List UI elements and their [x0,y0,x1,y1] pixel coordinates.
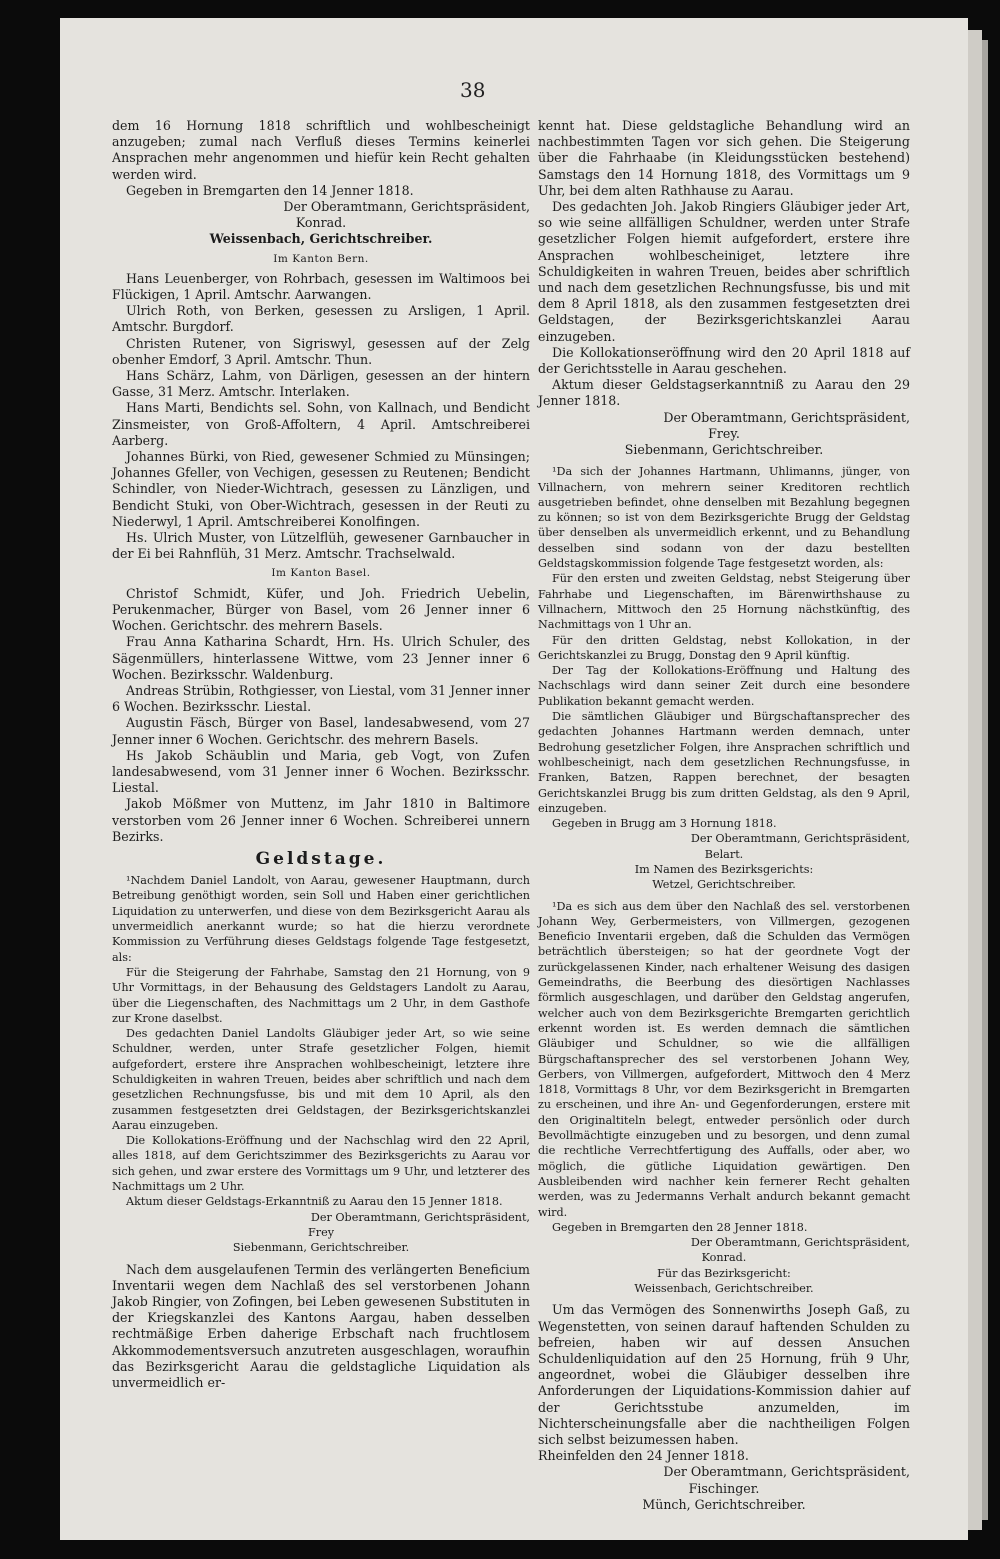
right-column [538,118,910,1513]
heading-kanton-basel: Im Kanton Basel. [271,567,371,580]
notice-paragraph: Für den ersten und zweiten Geldstag, nebst Steigerung über Fahrhabe und Liegenschaften, im Bärenwirthshause zu Villnachern, Mittwoch den 25 Hornung nächstkünftig, des Nachmittags von 1 Uhr an. [538,572,910,632]
notice-paragraph: Des gedachten Daniel Landolts Gläubiger jeder Art, so wie seine Schuldner, werden, unter Strafe gesetzlicher Folgen, hiemit aufgefordert, erstere ihre Ansprachen wohlbescheinigt, letztere ihre Schuldigkeiten in wahren Treuen, beides aber schriftlich und nach dem gesetzlichen Rechnungsfusse, bis und mit dem 10 April, als den zusammen festgesetzten drei Geldstagen, der Bezirksgerichtskanzlei Aarau einzugeben. [112,1027,530,1132]
signature-clerk: Wetzel, Gerichtschreiber. [652,878,796,892]
signature-clerk: Münch, Gerichtschreiber. [642,1496,806,1512]
list-item: Johannes Bürki, von Ried, gewesener Schmied zu Münsingen; Johannes Gfeller, von Vechigen, gesessen zu Reutenen; Bendicht Schindler, von Nieder-Wichtrach, gesessen zu Länzligen, und Bendicht Stuki, von Ober-Wichtrach, gesessen in der Reuti zu Niederwyl, 1 April. Amtschreiberei Konolfingen. [112,449,530,529]
signature-official: Der Oberamtmann, Gerichtspräsident, [663,1464,910,1480]
notice-paragraph: Die sämtlichen Gläubiger und Bürgschaftansprecher des gedachten Johannes Hartmann werden demnach, unter Bedrohung gesetzlicher Folgen, ihre Ansprachen schriftlich und wohlbescheinigt, nach dem gesetzlichen Rechnungsfusse, in Franken, Batzen, Rappen berechnet, der besagten Gerichtskanzlei Brugg bis zum dritten Geldstag, als den 9 April, einzugeben. [538,710,910,815]
list-item: Augustin Fäsch, Bürger von Basel, landesabwesend, vom 27 Jenner inner 6 Wochen. Gerichtschr. des mehrern Basels. [112,715,530,747]
notice-paragraph: Für den dritten Geldstag, nebst Kollokation, in der Gerichtskanzlei zu Brugg, Donstag den 9 April künftig. [538,633,910,662]
signature-clerk: Weissenbach, Gerichtschreiber. [634,1282,814,1295]
continued-paragraph: kennt hat. Diese geldstagliche Behandlung wird an nachbestimmten Tagen vor sich gehen. Die Steigerung über die Fahrhaabe (in Kleidungsstücken bestehend) Samstags den 14 Hornung 1818, des Vormittags um 9 Uhr, bei dem alten Rathhause zu Aarau. [538,118,910,198]
list-item: Hs Jakob Schäublin und Maria, geb Vogt, von Zufen landesabwesend, vom 31 Jenner inner 6 Wochen. Bezirksschr. Liestal. [112,747,530,796]
list-item: Frau Anna Katharina Schardt, Hrn. Hs. Ulrich Schuler, des Sägenmüllers, hinterlassene Wittwe, vom 23 Jenner inner 6 Wochen. Bezirksschr. Waldenburg. [112,634,530,682]
notice-paragraph: Aktum dieser Geldstags-Erkanntniß zu Aarau den 15 Jenner 1818. [126,1195,503,1209]
signature-official: Der Oberamtmann, Gerichtspräsident, [690,1236,910,1250]
notice-paragraph: ¹Da es sich aus dem über den Nachlaß des sel. verstorbenen Johann Wey, Gerbermeisters, von Villmergen, gezogenen Beneficio Inventarii ergeben, daß die Schulden das Vermögen beträchtlich übersteigen; so hat der geordnete Vogt der zurückgelassenen Kinder, nach erhaltener Weisung des dasigen Gemeindraths, die Beerbung des diesörtigen Nachlasses förmlich ausgeschlagen, und darüber den Geldstag angerufen, welcher auch von dem Bezirksgerichte Bremgarten gerichtlich erkennt worden ist. Es werden demnach die sämtlichen Gläubiger und Schuldner, so wie die allfälligen Bürgschaftansprecher des sel verstorbenen Johann Wey, Gerbers, von Villmergen, aufgefordert, Mittwoch den 4 Merz 1818, Vormittags 8 Uhr, vor dem Bezirksgericht in Bremgarten zu erscheinen, und ihre An- und Gegenforderungen, erstere mit den Originaltiteln belegt, entweder persönlich oder durch Bevollmächtigte einzugeben und zu besorgen, und denn zumal die rechtliche Verrechtfertigung des Auffalls, oder aber, wo möglich, die gütliche Liquidation gewärtigen. Den Ausbleibenden wird nachher kein fernerer Recht gehalten werden, was zu Jedermanns Verhalt andurch bekannt gemacht wird. [538,899,910,1219]
signature-official: Der Oberamtmann, Gerichtspräsident, [690,832,910,846]
signature-clerk: Siebenmann, Gerichtschreiber. [624,442,824,458]
list-item: Hans Marti, Bendichts sel. Sohn, von Kallnach, und Bendicht Zinsmeister, von Groß-Affoltern, 4 April. Amtschreiberei Aarberg. [112,400,530,448]
signature-name: Belart. [704,847,744,861]
notice-paragraph: ¹Nachdem Daniel Landolt, von Aarau, gewesener Hauptmann, durch Betreibung genöthigt worden, sein Soll und Haben einer gerichtlichen Liquidation zu unterwerfen, und diese von dem Bezirksgericht Aarau als unvermeidlich anerkannt wurde; so hat die hierzu verordnete Kommission zu Verführung dieses Geldstags folgende Tage festgesetzt, als: [112,874,530,964]
signature-name: Konrad. [701,1251,747,1265]
notice-paragraph: Die Kollokationseröffnung wird den 20 April 1818 auf der Gerichtsstelle in Aarau geschehen. [538,344,910,377]
page-number: 38 [460,78,486,102]
list-item: Hans Schärz, Lahm, von Därligen, gesessen an der hintern Gasse, 31 Merz. Amtschr. Interlaken. [112,368,530,400]
notice-paragraph: Um das Vermögen des Sonnenwirths Joseph Gaß, zu Wegenstetten, von seinen darauf haftenden Schulden zu befreien, haben wir auf dessen Ansuchen Schuldenliquidation auf den 25 Hornung, früh 9 Uhr, angeordnet, wobei die Gläubiger desselben ihre Anforderungen der Liquidations-Kommission dahier auf der Gerichtsstube anzumelden, im Nichterscheinungsfalle aber die nachtheiligen Folgen sich selbst beizumessen haben. [538,1302,910,1447]
list-item: Christof Schmidt, Küfer, und Joh. Friedrich Uebelin, Perukenmacher, Bürger von Basel, vom 26 Jenner inner 6 Wochen. Gerichtschr. des mehrern Basels. [112,585,530,634]
notice-paragraph: ¹Da sich der Johannes Hartmann, Uhlimanns, jünger, von Villnachern, von mehrern seiner Kreditoren rechtlich ausgetrieben befindet, ohne denselben mit Bezahlung begegnen zu können; so ist von dem Bezirksgerichte Brugg der Geldstag über denselben als unvermeidlich erkennt, und zu Behandlung desselben sind sodann von der dazu bestellten Geldstagskommission folgende Tage festgesetzt worden, als: [538,465,910,571]
list-item: Ulrich Roth, von Berken, gesessen zu Arsligen, 1 April. Amtschr. Burgdorf. [112,303,530,335]
signature-name: Frey [307,1225,335,1239]
intro-paragraph: dem 16 Hornung 1818 schriftlich und wohlbescheinigt anzugeben; zumal nach Verfluß dieses Termins keinerlei Ansprachen mehr angenommen und hiefür kein Recht gehalten werden wird. [112,118,530,182]
signature-court: Für das Bezirksgericht: [657,1266,791,1280]
page-edge [968,30,982,1530]
notice-paragraph: Des gedachten Joh. Jakob Ringiers Gläubiger jeder Art, so wie seine allfälligen Schuldner, werden unter Strafe gesetzlicher Folgen hiemit aufgefordert, erstere ihre Ansprachen wohlbescheiniget, letztere ihre Schuldigkeiten in wahren Treuen, beides aber schriftlich und nach dem gesetzlichen Rechnungsfusse, bis und mit dem 8 April 1818, als den zusammen festgesetzten drei Geldstagen, der Bezirksgerichtskanzlei Aarau einzugeben. [538,199,910,344]
signature-clerk: Siebenmann, Gerichtschreiber. [232,1241,410,1255]
notice-paragraph: Die Kollokations-Eröffnung und der Nachschlag wird den 22 April, alles 1818, auf dem Gerichtszimmer des Bezirksgerichts zu Aarau vor sich gehen, und zwar erstere des Vormittags um 9 Uhr, und letzterer des Nachmittags um 2 Uhr. [112,1134,530,1194]
signature-name: Fischinger. [688,1480,760,1496]
signature-official: Der Oberamtmann, Gerichtspräsident, [310,1210,530,1224]
list-item: Christen Rutener, von Sigriswyl, gesessen auf der Zelg obenher Emdorf, 3 April. Amtschr. Thun. [112,335,530,367]
left-column [112,118,530,1391]
signature-name: Frey. [708,425,740,441]
section-title-geldstage: Geldstage. [255,848,387,869]
signature-official: Der Oberamtmann, Gerichtspräsident, [283,199,530,215]
notice-paragraph: Für die Steigerung der Fahrhabe, Samstag den 21 Hornung, von 9 Uhr Vormittags, in der Behausung des Geldstagers Landolt zu Aarau, über die Liegenschaften, des Nachmittags um 2 Uhr, in dem Gasthofe zur Krone daselbst. [112,965,530,1025]
list-item: Hans Leuenberger, von Rohrbach, gesessen im Waltimoos bei Flückigen, 1 April. Amtschr. Aarwangen. [112,270,530,303]
notice-paragraph: Nach dem ausgelaufenen Termin des verlängerten Beneficium Inventarii wegen dem Nachlaß des sel verstorbenen Johann Jakob Ringier, von Zofingen, bei Leben gewesenen Substituten in der Kriegskanzlei des Kantons Aargau, haben desselben rechtmäßige Erben daherige Erbschaft nach fruchtlosem Akkommodementsversuch anzutreten ausgeschlagen, woraufhin das Bezirksgericht Aarau die geldstagliche Liquidation als unvermeidlich er- [112,1261,530,1390]
dated-line: Rheinfelden den 24 Jenner 1818. [538,1448,749,1464]
list-item: Hs. Ulrich Muster, von Lützelflüh, gewesener Garnbaucher in der Ei bei Rahnflüh, 31 Merz. Amtschr. Trachselwald. [112,530,530,562]
notice-paragraph: Aktum dieser Geldstagserkanntniß zu Aarau den 29 Jenner 1818. [538,377,910,409]
heading-kanton-bern: Im Kanton Bern. [273,252,369,265]
dated-line: Gegeben in Bremgarten den 14 Jenner 1818. [126,182,414,198]
signature-clerk: Weissenbach, Gerichtschreiber. [209,231,433,247]
signature-official: Der Oberamtmann, Gerichtspräsident, [663,409,910,425]
signature-court: Im Namen des Bezirksgerichts: [634,862,814,876]
signature-name: Konrad. [295,215,347,231]
list-item: Andreas Strübin, Rothgiesser, von Liestal, vom 31 Jenner inner 6 Wochen. Bezirksschr. Liestal. [112,682,530,715]
dated-line: Gegeben in Brugg am 3 Hornung 1818. [552,817,777,831]
page-edge-shadow [982,40,988,1520]
list-item: Jakob Mößmer von Muttenz, im Jahr 1810 in Baltimore verstorben vom 26 Jenner inner 6 Wochen. Schreiberei unnern Bezirks. [112,796,530,844]
dated-line: Gegeben in Bremgarten den 28 Jenner 1818. [552,1220,808,1234]
notice-paragraph: Der Tag der Kollokations-Eröffnung und Haltung des Nachschlags wird dann seiner Zeit durch eine besondere Publikation bekannt gemacht werden. [538,664,910,708]
